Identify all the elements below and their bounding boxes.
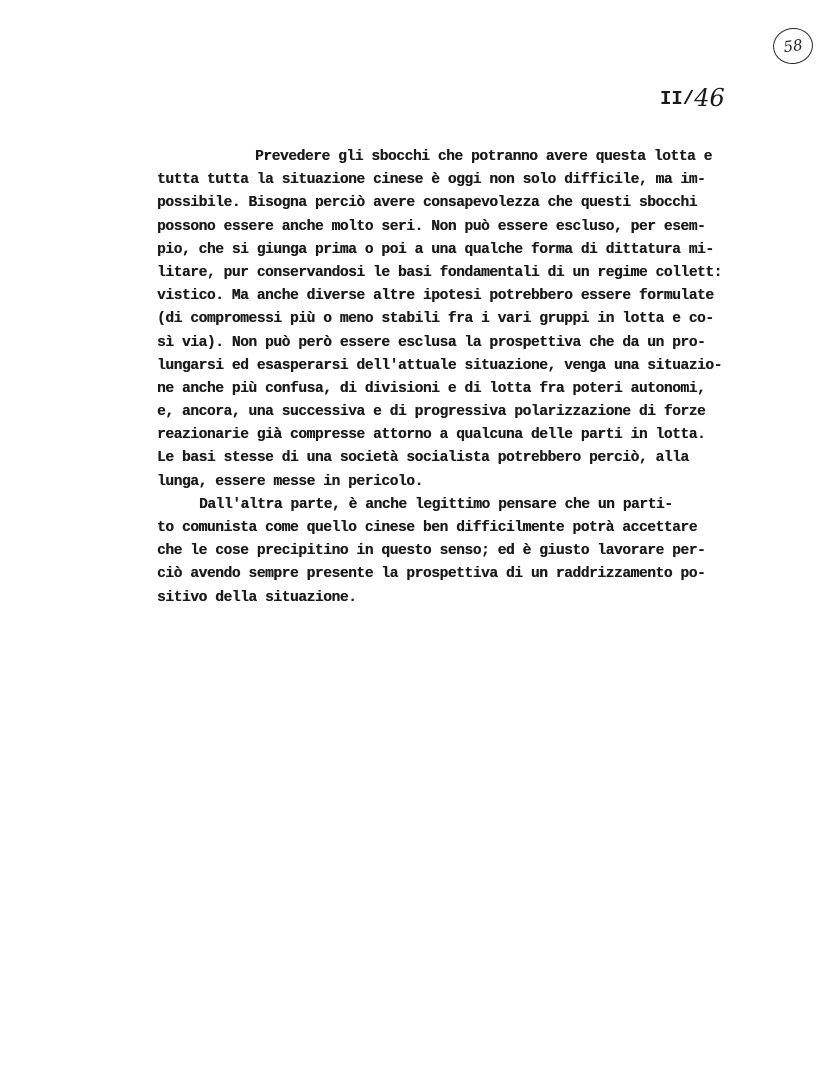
text-line: reazionarie già compresse attorno a qualcuna delle parti in lotta. [157,427,706,444]
text-line: pio, che si giunga prima o poi a una qualche forma di dittatura mi- [157,241,714,258]
page-number-text: 58 [782,35,804,57]
text-line: che le cose precipitino in questo senso; ed è giusto lavorare per- [157,543,706,560]
text-line: ciò avendo sempre presente la prospettiva di un raddrizzamento po- [157,566,706,583]
text-line: vistico. Ma anche diverse altre ipotesi potrebbero essere formulate [157,288,714,305]
text-line: lungarsi ed esasperarsi dell'attuale situazione, venga una situazio- [157,357,722,374]
text-line: possono essere anche molto seri. Non può essere escluso, per esem- [157,218,706,235]
text-line: Le basi stesse di una società socialista potrebbero perciò, alla [157,450,689,467]
text-line: Dall'altra parte, è anche legittimo pensare che un parti- [199,496,673,513]
text-line: possibile. Bisogna perciò avere consapevolezza che questi sbocchi [157,195,697,212]
text-line: sitivo della situazione. [157,589,357,606]
document-reference-prefix: II/ [660,88,695,110]
text-line: e, ancora, una successiva e di progressiva polarizzazione di forze [157,404,706,421]
text-line: Prevedere gli sbocchi che potranno avere questa lotta e [255,149,712,165]
text-line: tutta tutta la situazione cinese è oggi non solo difficile, ma im- [157,172,706,189]
text-line: ne anche più confusa, di divisioni e di lotta fra poteri autonomi, [157,380,706,397]
text-line: litare, pur conservandosi le basi fondamentali di un regime collett: [157,264,722,281]
document-reference [660,82,725,110]
document-reference-handwritten: 46 [694,84,725,112]
text-line: sì via). Non può però essere esclusa la prospettiva che da un pro- [157,334,706,351]
text-line: lunga, essere messe in pericolo. [157,473,423,490]
body-text [157,146,817,610]
page-number-stamp [771,25,816,66]
text-line: (di compromessi più o meno stabili fra i vari gruppi in lotta e co- [157,311,714,328]
text-line: to comunista come quello cinese ben difficilmente potrà accettare [157,520,697,536]
